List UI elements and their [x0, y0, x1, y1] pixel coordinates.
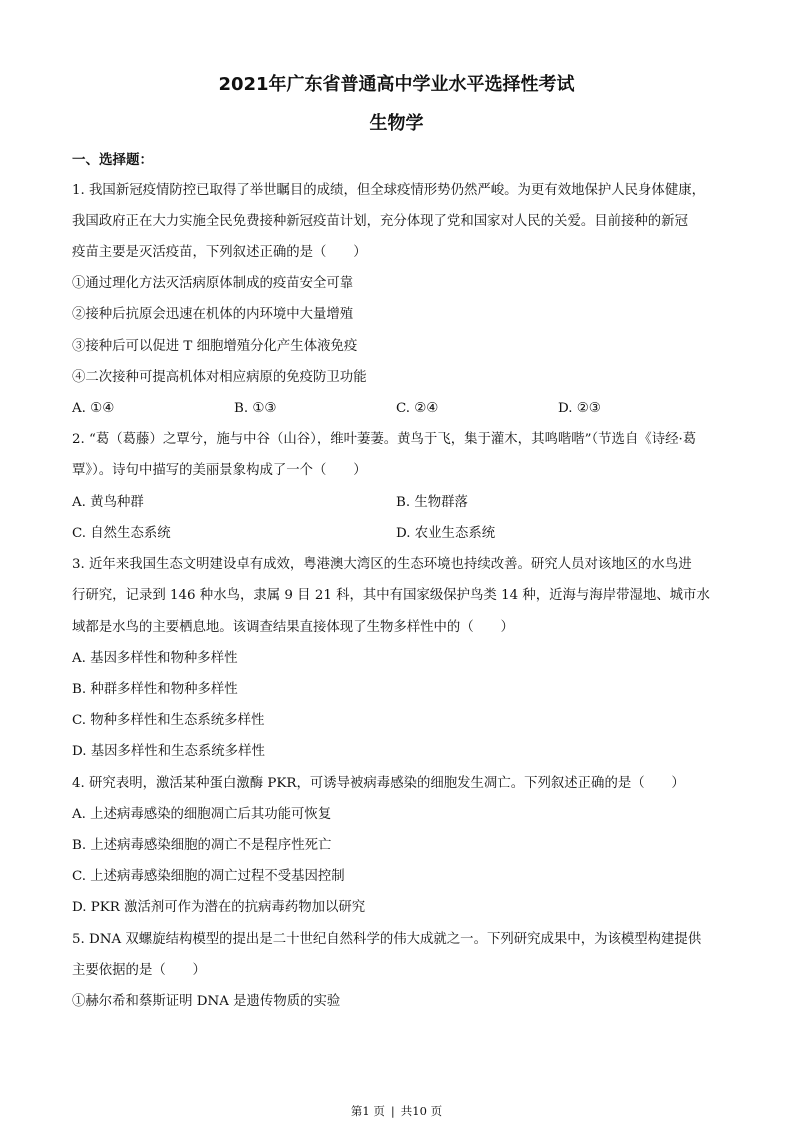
q1-stem-line: 1. 我国新冠疫情防控已取得了举世瞩目的成绩，但全球疫情形势仍然严峻。为更有效地保护人民身体健康，: [72, 183, 705, 198]
q2-stem-line: 2. “葛（葛藤）之覃兮，施与中谷（山谷），维叶萋萋。黄鸟于飞，集于灌木，其鸣喈喈”（节选自《诗经·葛: [72, 432, 697, 447]
q3-option-c: C. 物种多样性和生态系统多样性: [72, 713, 265, 728]
q4-option-d: D. PKR 激活剂可作为潜在的抗病毒药物加以研究: [72, 900, 366, 915]
q1-stem-line: 我国政府正在大力实施全民免费接种新冠疫苗计划，充分体现了党和国家对人民的关爱。目前接种的新冠: [72, 214, 688, 229]
q2-option-d: D. 农业生态系统: [396, 526, 496, 541]
q5-stem-line: 主要依据的是（ ）: [72, 963, 206, 978]
q4-option-c: C. 上述病毒感染细胞的凋亡过程不受基因控制: [72, 869, 345, 884]
q3-stem-line: 3. 近年来我国生态文明建设卓有成效，粤港澳大湾区的生态环境也持续改善。研究人员对该地区的水鸟进: [72, 557, 692, 572]
q1-statement: ①通过理化方法灭活病原体制成的疫苗安全可靠: [72, 276, 354, 291]
q5-stem-line: 5. DNA 双螺旋结构模型的提出是二十世纪自然科学的伟大成就之一。下列研究成果中，为该模型构建提供: [72, 932, 702, 947]
q1-statement: ②接种后抗原会迅速在机体的内环境中大量增殖: [72, 307, 354, 322]
q1-option-c: C. ②④: [396, 401, 439, 416]
q3-option-a: A. 基因多样性和物种多样性: [72, 651, 238, 666]
q3-option-d: D. 基因多样性和生态系统多样性: [72, 744, 265, 759]
q1-statement: ④二次接种可提高机体对相应病原的免疫防卫功能: [72, 370, 367, 385]
page-subtitle: 生物学: [369, 113, 424, 134]
footer-separator: |: [390, 1104, 395, 1118]
q2-option-a: A. 黄鸟种群: [72, 495, 144, 510]
q3-option-b: B. 种群多样性和物种多样性: [72, 682, 238, 697]
q1-option-a: A. ①④: [72, 401, 115, 416]
q4-option-b: B. 上述病毒感染细胞的凋亡不是程序性死亡: [72, 838, 332, 853]
q1-option-b: B. ①③: [234, 401, 277, 416]
page-total: 共10 页: [400, 1104, 443, 1118]
q3-stem-line: 域都是水鸟的主要栖息地。该调查结果直接体现了生物多样性中的（ ）: [72, 620, 514, 635]
page-title: 2021年广东省普通高中学业水平选择性考试: [218, 74, 575, 95]
q4-option-a: A. 上述病毒感染的细胞凋亡后其功能可恢复: [72, 807, 332, 822]
section-heading: 一、选择题：: [72, 152, 153, 168]
q2-option-c: C. 自然生态系统: [72, 526, 171, 541]
q2-option-b: B. 生物群落: [396, 495, 468, 510]
q4-stem-line: 4. 研究表明，激活某种蛋白激酶 PKR，可诱导被病毒感染的细胞发生凋亡。下列叙述正确的是（ ）: [72, 776, 685, 791]
q2-stem-line: 覃》）。诗句中描写的美丽景象构成了一个（ ）: [72, 463, 367, 478]
q5-statement: ①赫尔希和蔡斯证明 DNA 是遗传物质的实验: [72, 994, 341, 1009]
page-number: 第1 页: [350, 1104, 385, 1118]
q3-stem-line: 行研究，记录到 146 种水鸟，隶属 9 目 21 科，其中有国家级保护鸟类 14 种，近海与海岸带湿地、城市水: [72, 588, 710, 603]
q1-stem-line: 疫苗主要是灭活疫苗，下列叙述正确的是（ ）: [72, 245, 367, 260]
page-footer: [0, 1104, 793, 1118]
q1-statement: ③接种后可以促进 T 细胞增殖分化产生体液免疫: [72, 339, 358, 354]
q1-option-d: D. ②③: [558, 401, 601, 416]
